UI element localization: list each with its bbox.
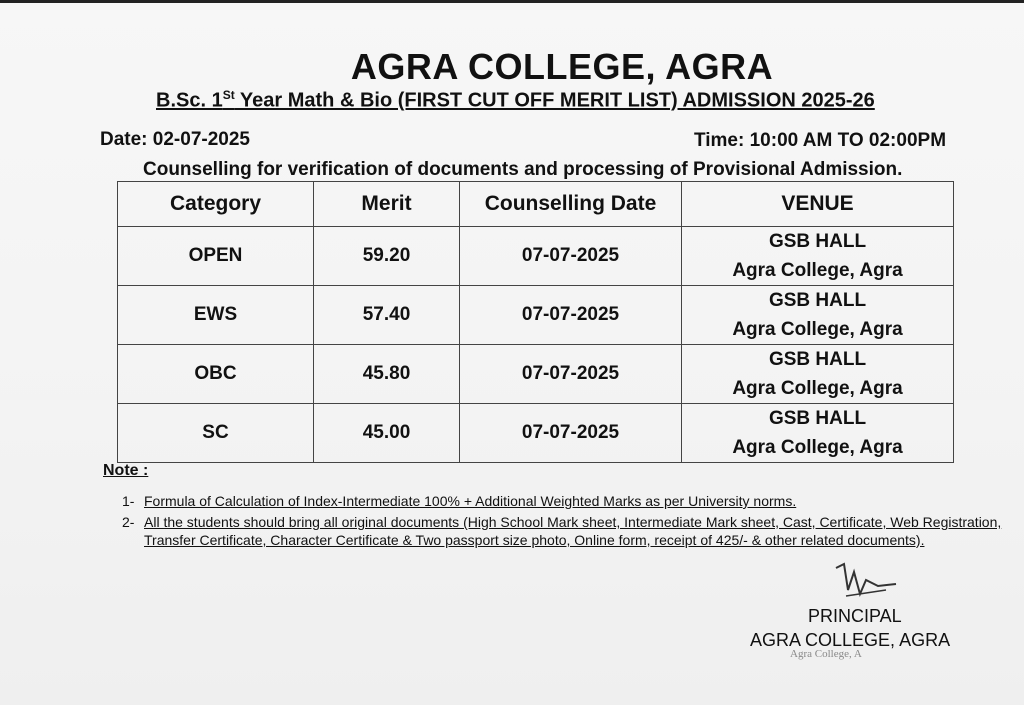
signatory-designation: PRINCIPAL (808, 606, 902, 626)
date-cell: 07-07-2025 (460, 227, 682, 286)
subtitle-prefix: B.Sc. 1 (156, 89, 223, 112)
notice-date: Date: 02-07-2025 (100, 129, 250, 150)
notice-time: Time: 10:00 AM TO 02:00PM (694, 130, 947, 151)
table-row (118, 345, 954, 404)
subtitle-rest: Year Math & Bio (FIRST CUT OFF MERIT LIST) ADMISSION 2025-26 (234, 89, 875, 112)
venue-college: Agra College, Agra (732, 319, 903, 340)
category-cell: OBC (118, 345, 314, 404)
header-merit: Merit (314, 182, 460, 227)
table-row (118, 286, 954, 345)
merit-table (117, 181, 954, 463)
merit-cell: 45.80 (314, 345, 460, 404)
merit-cell: 57.40 (314, 286, 460, 345)
venue-college: Agra College, Agra (732, 437, 903, 458)
header-counselling-date: Counselling Date (460, 182, 682, 227)
venue-hall: GSB HALL (768, 231, 867, 252)
venue-cell (682, 286, 954, 345)
signature-icon (826, 560, 906, 610)
header-category: Category (118, 182, 314, 227)
merit-cell: 59.20 (314, 227, 460, 286)
note-text: Formula of Calculation of Index-Intermediate 100% + Additional Weighted Marks as per University norms. (144, 493, 797, 509)
note-heading: Note : (103, 462, 149, 479)
table-row (118, 404, 954, 463)
category-cell: EWS (118, 286, 314, 345)
venue-hall: GSB HALL (768, 290, 867, 311)
date-cell: 07-07-2025 (460, 286, 682, 345)
table-header-row (118, 182, 954, 227)
college-title: AGRA COLLEGE, AGRA (350, 46, 774, 87)
college-stamp: Agra College, A (790, 648, 862, 660)
notes-list (122, 492, 1012, 552)
admission-subtitle (156, 88, 875, 113)
note-number: 2- (122, 514, 135, 530)
table-row (118, 227, 954, 286)
note-item (122, 513, 1012, 549)
venue-hall: GSB HALL (768, 349, 867, 370)
venue-cell (682, 227, 954, 286)
subtitle-superscript: St (222, 88, 235, 102)
counselling-note: Counselling for verification of documents and processing of Provisional Admission. (143, 159, 903, 180)
date-cell: 07-07-2025 (460, 345, 682, 404)
note-number: 1- (122, 493, 135, 509)
category-cell: OPEN (118, 227, 314, 286)
note-text: All the students should bring all original documents (High School Mark sheet, Intermediate Mark sheet, Cast, Certificate, Web Registration, Transfer Certificate, Character Certificate & Two passport size photo, Online form, receipt of 425/- & other related documents). (144, 514, 1002, 548)
venue-hall: GSB HALL (768, 408, 867, 429)
venue-college: Agra College, Agra (732, 378, 903, 399)
signatory-institution: AGRA COLLEGE, AGRA (750, 630, 951, 650)
category-cell: SC (118, 404, 314, 463)
top-border (0, 0, 1024, 3)
merit-cell: 45.00 (314, 404, 460, 463)
venue-cell (682, 345, 954, 404)
header-venue: VENUE (682, 182, 954, 227)
venue-cell (682, 404, 954, 463)
venue-college: Agra College, Agra (732, 260, 903, 281)
note-item (122, 492, 1012, 510)
date-cell: 07-07-2025 (460, 404, 682, 463)
